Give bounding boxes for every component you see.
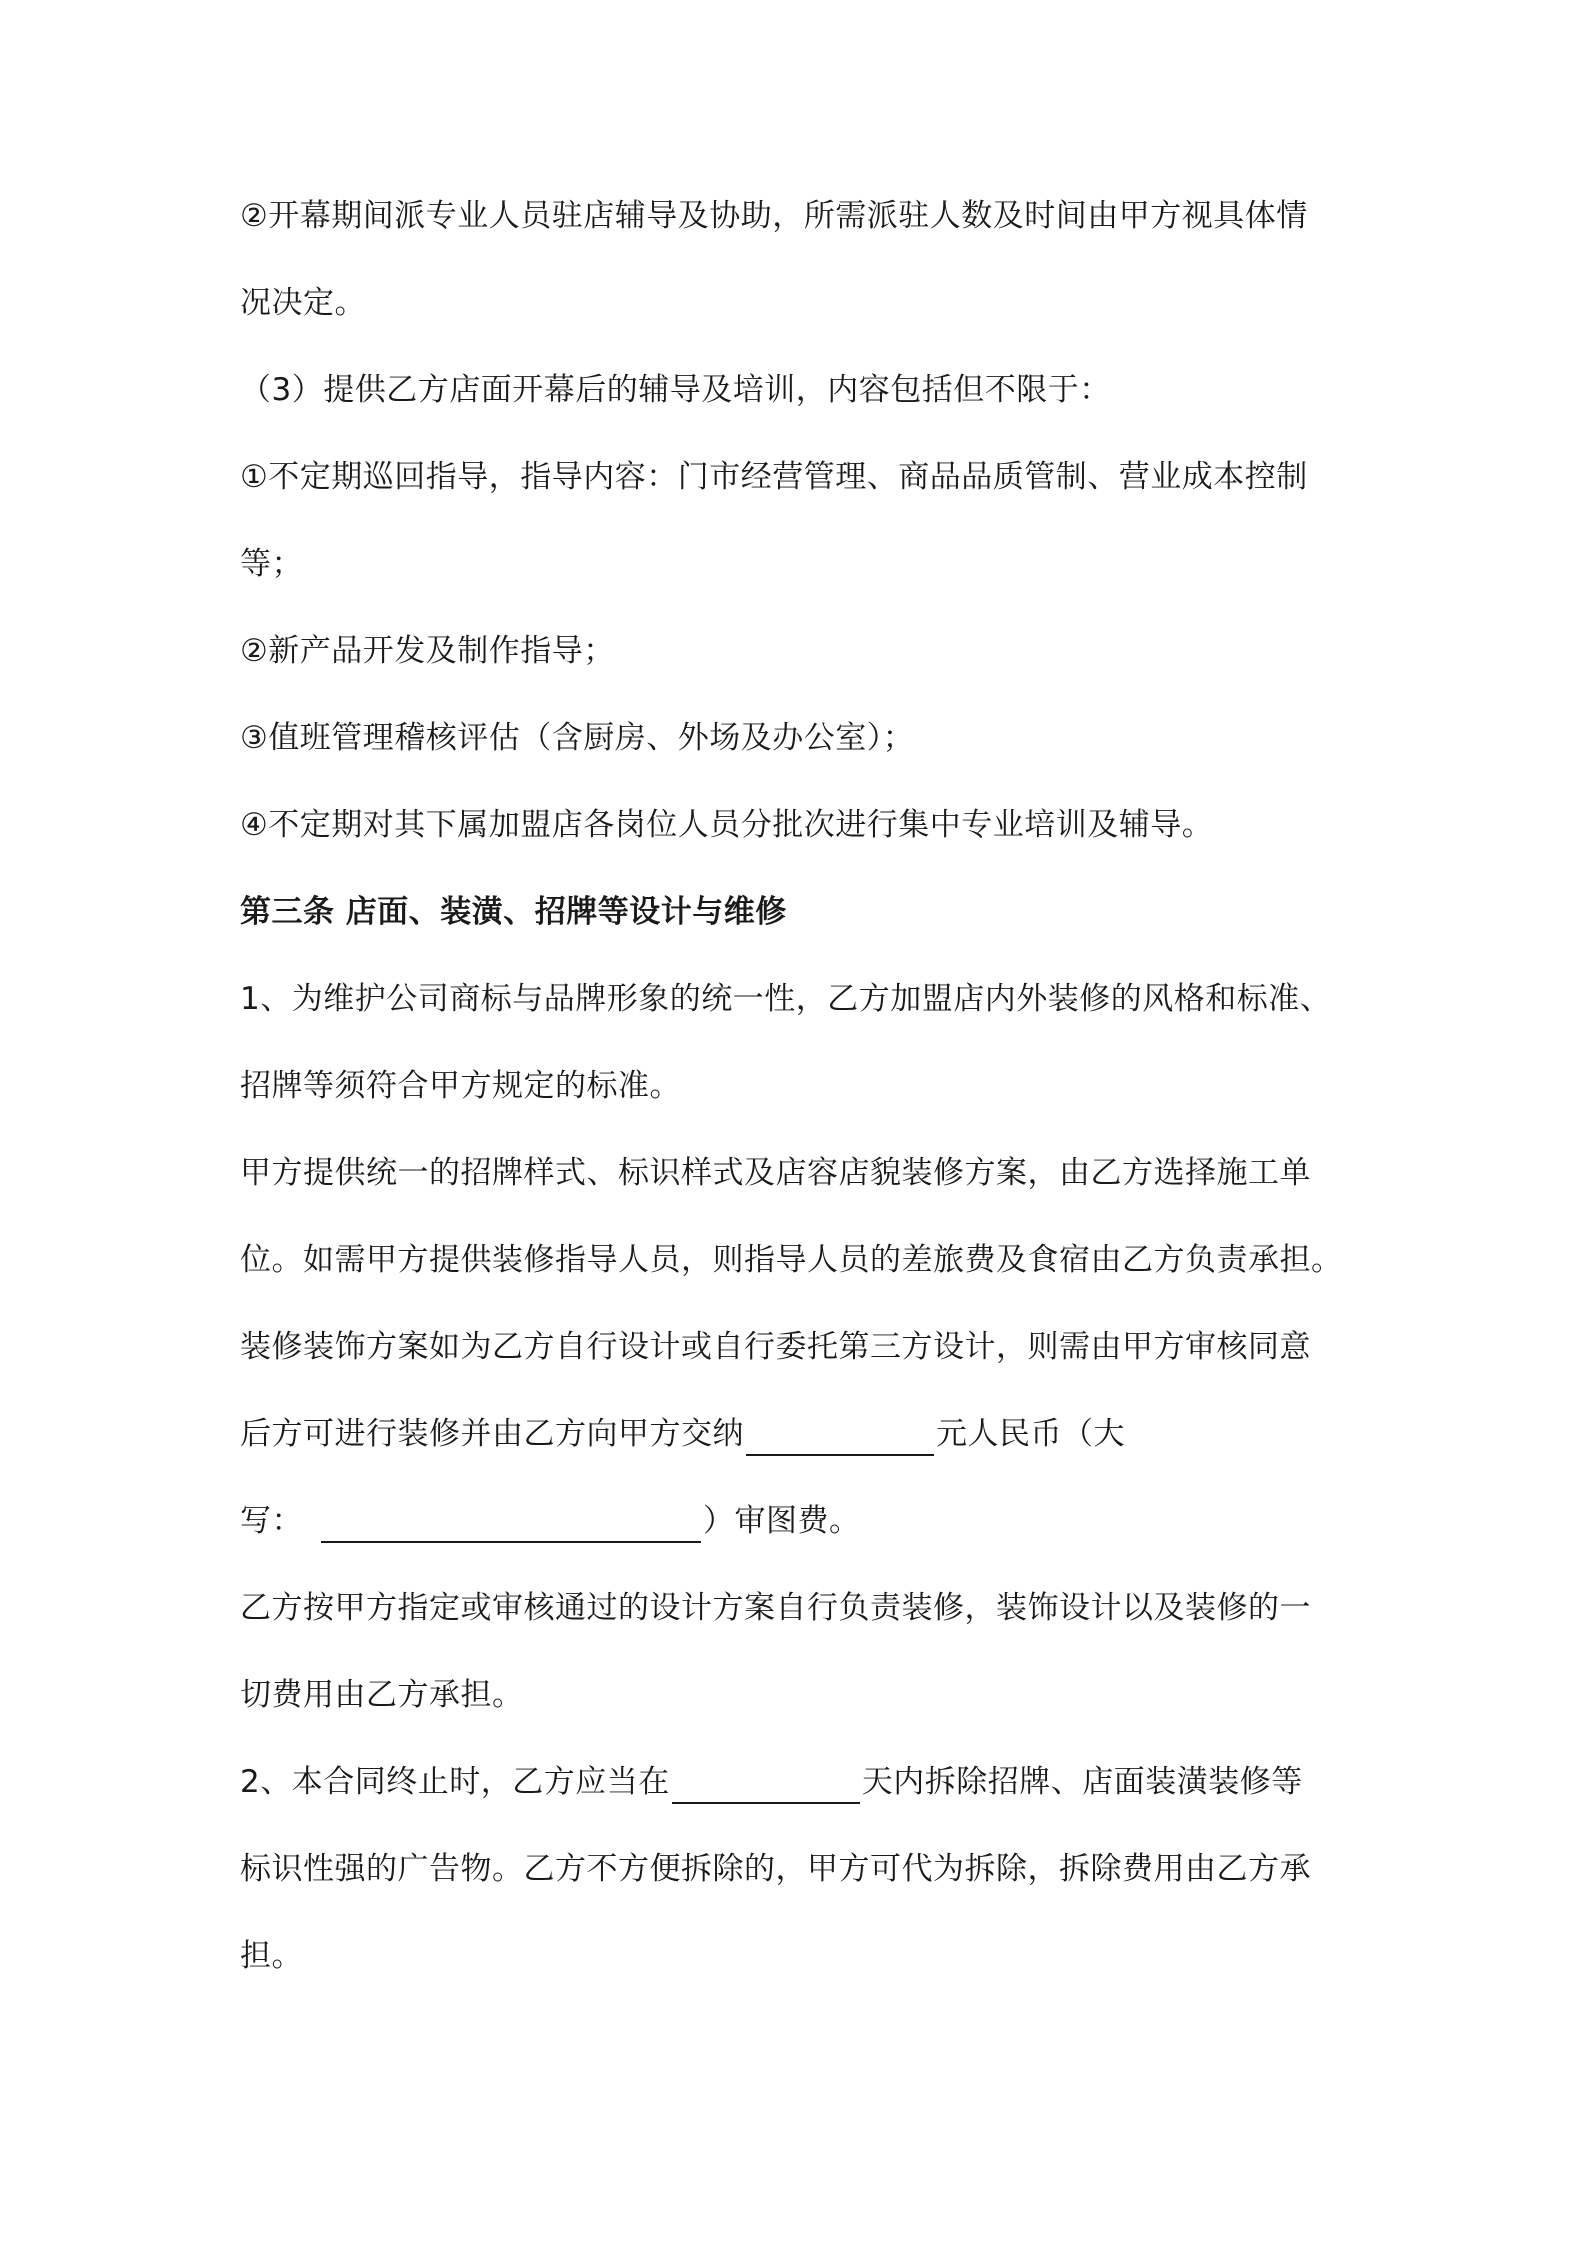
paragraph-line: 1、为维护公司商标与品牌形象的统一性，乙方加盟店内外装修的风格和标准、 [240,981,1332,1017]
line-text: 后方可进行装修并由乙方向甲方交纳 [240,1416,744,1452]
paragraph-line: ②开幕期间派专业人员驻店辅导及协助，所需派驻人数及时间由甲方视具体情 [240,198,1308,234]
paragraph-line: 标识性强的广告物。乙方不方便拆除的，甲方可代为拆除，拆除费用由乙方承 [240,1851,1311,1887]
paragraph-line: ①不定期巡回指导，指导内容：门市经营管理、商品品质管制、营业成本控制 [240,459,1308,495]
paragraph-line: 甲方提供统一的招牌样式、标识样式及店容店貌装修方案，由乙方选择施工单 [240,1155,1311,1191]
paragraph-line: 装修装饰方案如为乙方自行设计或自行委托第三方设计，则需由甲方审核同意 [240,1329,1311,1365]
fee-amount-blank [746,1420,934,1456]
paragraph-line: 等； [240,546,303,582]
fee-uppercase-blank [321,1507,701,1543]
paragraph-line: 况决定。 [240,285,366,321]
paragraph-line: 担。 [240,1938,303,1974]
line-text: 写： [240,1503,303,1539]
paragraph-line: 乙方按甲方指定或审核通过的设计方案自行负责装修，装饰设计以及装修的一 [240,1590,1311,1626]
paragraph-line: ④不定期对其下属加盟店各岗位人员分批次进行集中专业培训及辅导。 [240,807,1214,843]
line-text: ）审图费。 [703,1503,861,1539]
paragraph-line: （3）提供乙方店面开幕后的辅导及培训，内容包括但不限于： [240,372,1111,408]
paragraph-line: 切费用由乙方承担。 [240,1677,524,1713]
paragraph-line-with-blank [240,1499,861,1543]
paragraph-line-with-blank [240,1760,1303,1804]
paragraph-line: 招牌等须符合甲方规定的标准。 [240,1068,681,1104]
line-text: 2、本合同终止时，乙方应当在 [240,1764,670,1800]
paragraph-line: ③值班管理稽核评估（含厨房、外场及办公室）； [240,720,915,756]
paragraph-line-with-blank [240,1412,1125,1456]
days-blank [672,1768,860,1804]
paragraph-line: 位。如需甲方提供装修指导人员，则指导人员的差旅费及食宿由乙方负责承担。 [240,1242,1343,1278]
section-heading: 第三条 店面、装潢、招牌等设计与维修 [240,894,787,930]
line-text: 元人民币（大 [936,1416,1125,1452]
paragraph-line: ②新产品开发及制作指导； [240,633,615,669]
line-text: 天内拆除招牌、店面装潢装修等 [861,1764,1303,1800]
